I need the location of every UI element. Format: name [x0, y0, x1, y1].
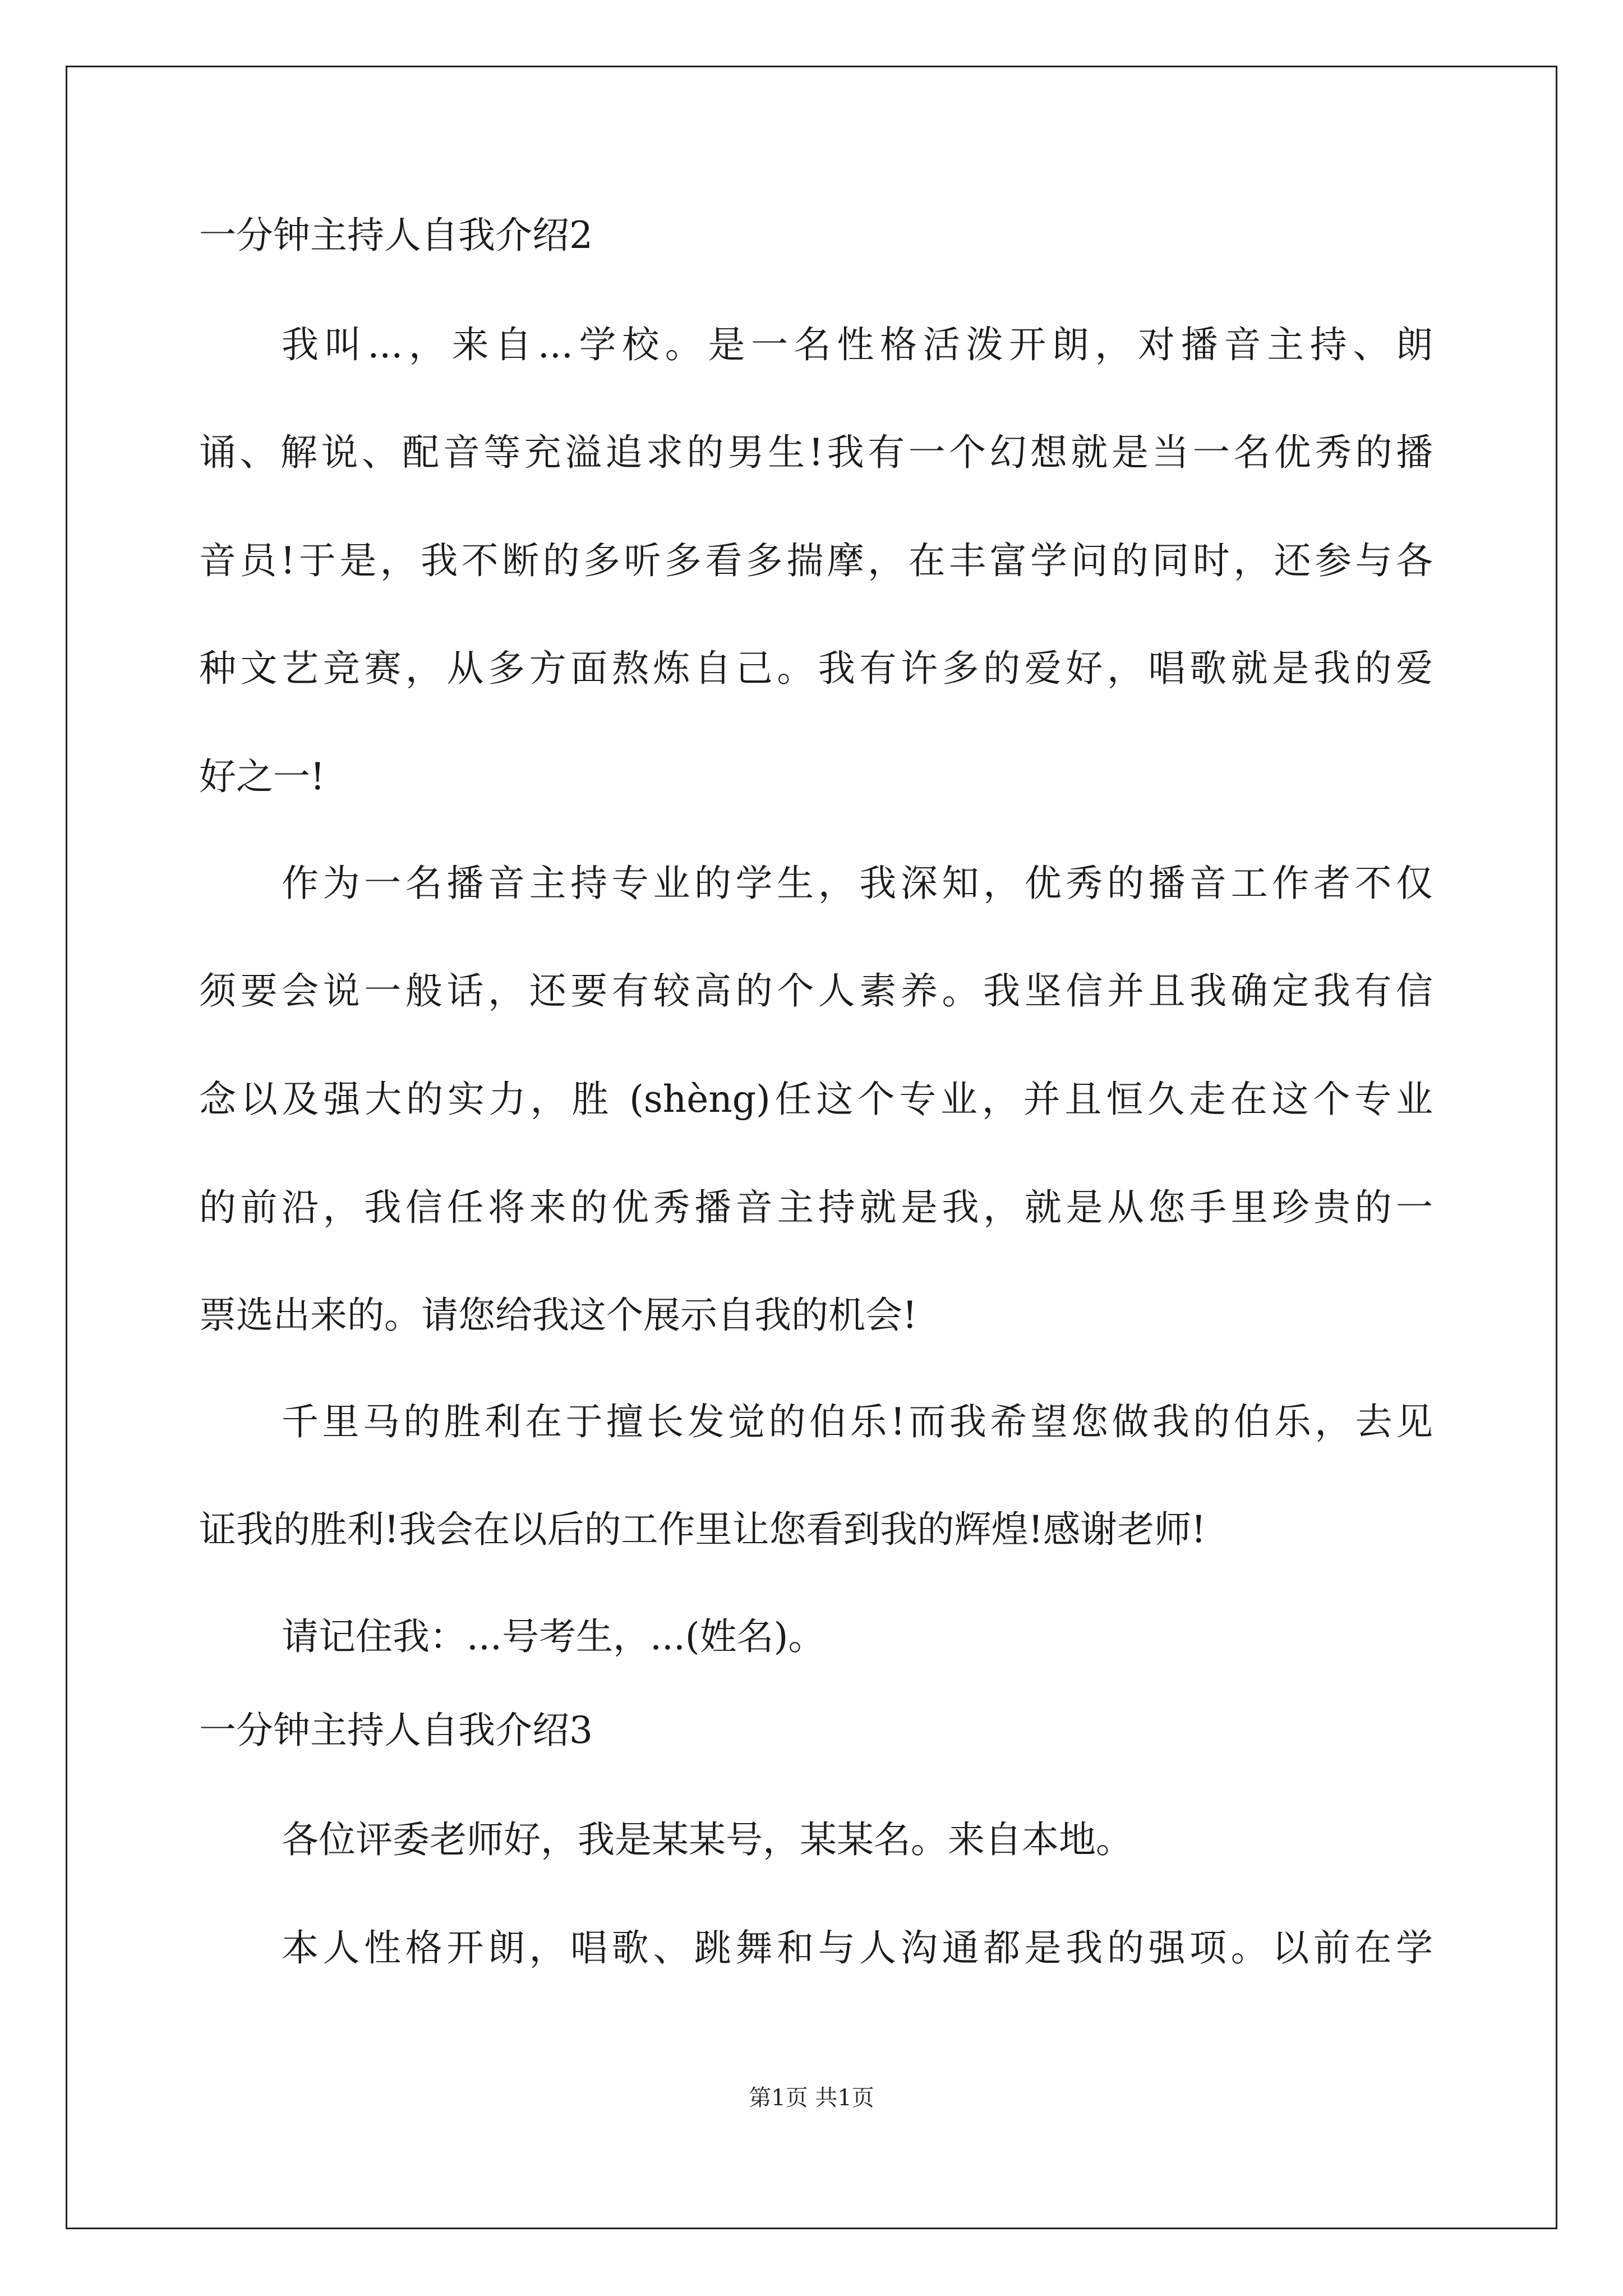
- page-number-footer: 第1页 共1页: [749, 2085, 874, 2111]
- paragraph-line: 作为一名播音主持专业的学生，我深知，优秀的播音工作者不仅: [282, 862, 1433, 905]
- paragraph-line: 票选出来的。请您给我这个展示自我的机会!: [199, 1294, 917, 1337]
- paragraph-line: 种文艺竞赛，从多方面熬炼自己。我有许多的爱好，唱歌就是我的爱: [199, 647, 1433, 690]
- paragraph-line: 证我的胜利!我会在以后的工作里让您看到我的辉煌!感谢老师!: [199, 1508, 1206, 1551]
- section-heading: 一分钟主持人自我介绍3: [199, 1709, 593, 1752]
- paragraph-line: 请记住我：...号考生，...(姓名)。: [282, 1615, 826, 1658]
- paragraph-line: 我叫...，来自...学校。是一名性格活泼开朗，对播音主持、朗: [282, 323, 1433, 366]
- section-heading: 一分钟主持人自我介绍2: [199, 214, 593, 257]
- paragraph-line: 须要会说一般话，还要有较高的个人素养。我坚信并且我确定我有信: [199, 969, 1433, 1013]
- paragraph-line: 念以及强大的实力，胜 (shèng)任这个专业，并且恒久走在这个专业: [199, 1078, 1433, 1121]
- paragraph-line: 好之一!: [199, 755, 325, 798]
- paragraph-line: 的前沿，我信任将来的优秀播音主持就是我，就是从您手里珍贵的一: [199, 1186, 1433, 1229]
- paragraph-line: 本人性格开朗，唱歌、跳舞和与人沟通都是我的强项。以前在学: [282, 1926, 1433, 1970]
- paragraph-line: 各位评委老师好，我是某某号，某某名。来自本地。: [282, 1818, 1133, 1861]
- page-border: [66, 66, 1557, 2229]
- paragraph-line: 诵、解说、配音等充溢追求的男生!我有一个幻想就是当一名优秀的播: [199, 431, 1433, 474]
- paragraph-line: 千里马的胜利在于擅长发觉的伯乐!而我希望您做我的伯乐，去见: [282, 1400, 1433, 1443]
- paragraph-line: 音员!于是，我不断的多听多看多揣摩，在丰富学问的同时，还参与各: [199, 539, 1433, 582]
